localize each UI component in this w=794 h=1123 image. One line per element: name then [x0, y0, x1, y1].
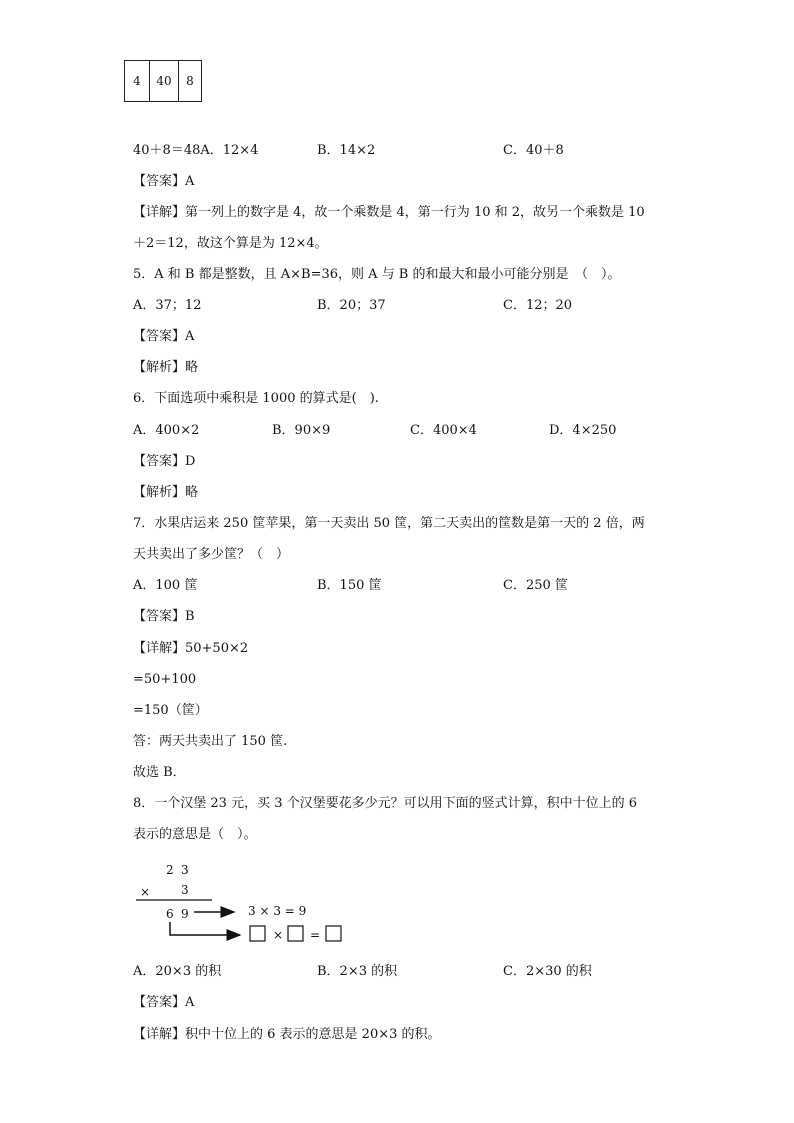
blank-box	[288, 926, 303, 941]
multiplication-grid-table	[124, 60, 202, 102]
q7-answer: 【答案】B	[133, 609, 195, 624]
q7-detail-line-4: 答：两天共卖出了 150 筐.	[133, 734, 288, 749]
q7-question-line-2: 天共卖出了多少筐？（ ）	[133, 547, 290, 562]
grid-cell: 4	[125, 61, 150, 102]
q6-option-d: D．4×250	[549, 423, 617, 438]
calc-times-sign: ×	[140, 885, 151, 899]
q5-option-c: C．12；20	[503, 298, 573, 313]
calc-top-digit-2: 2	[166, 863, 174, 877]
grid-cell: 8	[179, 61, 202, 102]
q7-detail-line-1: 【详解】50+50×2	[133, 641, 249, 656]
q4-answer: 【答案】A	[133, 174, 195, 189]
q8-option-a: A．20×3 的积	[133, 964, 222, 979]
calc-top-digit-3: 3	[181, 863, 189, 877]
blank-box	[326, 926, 341, 941]
q5-analysis: 【解析】略	[133, 360, 199, 375]
q5-question: 5．A 和 B 都是整数，且 A×B=36，则 A 与 B 的和最大和最小可能分别是 （ ）。	[133, 267, 621, 282]
calc-result-digit-6: 6	[166, 907, 174, 921]
q7-option-c: C．250 筐	[503, 578, 568, 593]
q5-option-a: A．37；12	[133, 298, 202, 313]
q7-detail-line-3: =150（筐）	[133, 703, 208, 718]
vertical-multiplication-diagram	[136, 862, 366, 944]
q6-option-b: B．90×9	[272, 423, 331, 438]
q4-option-c: C．40＋8	[503, 143, 564, 158]
q8-detail: 【详解】积中十位上的 6 表示的意思是 20×3 的积。	[133, 1027, 441, 1042]
q8-option-c: C．2×30 的积	[503, 964, 592, 979]
q7-detail-line-2: =50+100	[133, 672, 197, 687]
q5-answer: 【答案】A	[133, 329, 195, 344]
q6-option-a: A．400×2	[133, 423, 200, 438]
calc-ones-note: 3 × 3 = 9	[248, 904, 307, 918]
q5-option-b: B．20；37	[317, 298, 386, 313]
q4-option-b: B．14×2	[317, 143, 376, 158]
blank-times-sign: ×	[273, 928, 284, 942]
q8-option-b: B．2×3 的积	[317, 964, 398, 979]
q6-analysis: 【解析】略	[133, 485, 199, 500]
q4-equation-option-a: 40＋8＝48A．12×4	[133, 143, 259, 158]
q6-question: 6．下面选项中乘积是 1000 的算式是( ).	[133, 391, 379, 406]
calc-multiplier: 3	[181, 883, 189, 897]
q6-option-c: C．400×4	[410, 423, 477, 438]
arrow-to-tens-blanks	[170, 922, 240, 935]
q8-answer: 【答案】A	[133, 995, 195, 1010]
blank-box	[250, 926, 265, 941]
q7-detail-line-5: 故选 B．	[133, 765, 186, 780]
grid-cell: 40	[150, 61, 179, 102]
q8-question-line-2: 表示的意思是（ ）。	[133, 827, 257, 842]
q7-option-a: A．100 筐	[133, 578, 198, 593]
calc-result-digit-9: 9	[181, 907, 189, 921]
blank-equals-sign: =	[310, 928, 321, 942]
q8-question-line-1: 8．一个汉堡 23 元，买 3 个汉堡要花多少元？可以用下面的竖式计算，积中十位上的 6	[133, 796, 638, 811]
q4-detail-line-2: ＋2＝12，故这个算是为 12×4。	[133, 236, 328, 251]
q7-option-b: B．150 筐	[317, 578, 382, 593]
q4-detail-line-1: 【详解】第一列上的数字是 4，故一个乘数是 4，第一行为 10 和 2，故另一个乘数是 10	[133, 205, 645, 220]
q6-answer: 【答案】D	[133, 454, 196, 469]
q7-question-line-1: 7．水果店运来 250 筐苹果，第一天卖出 50 筐，第二天卖出的筐数是第一天的 2 倍，两	[133, 516, 645, 531]
